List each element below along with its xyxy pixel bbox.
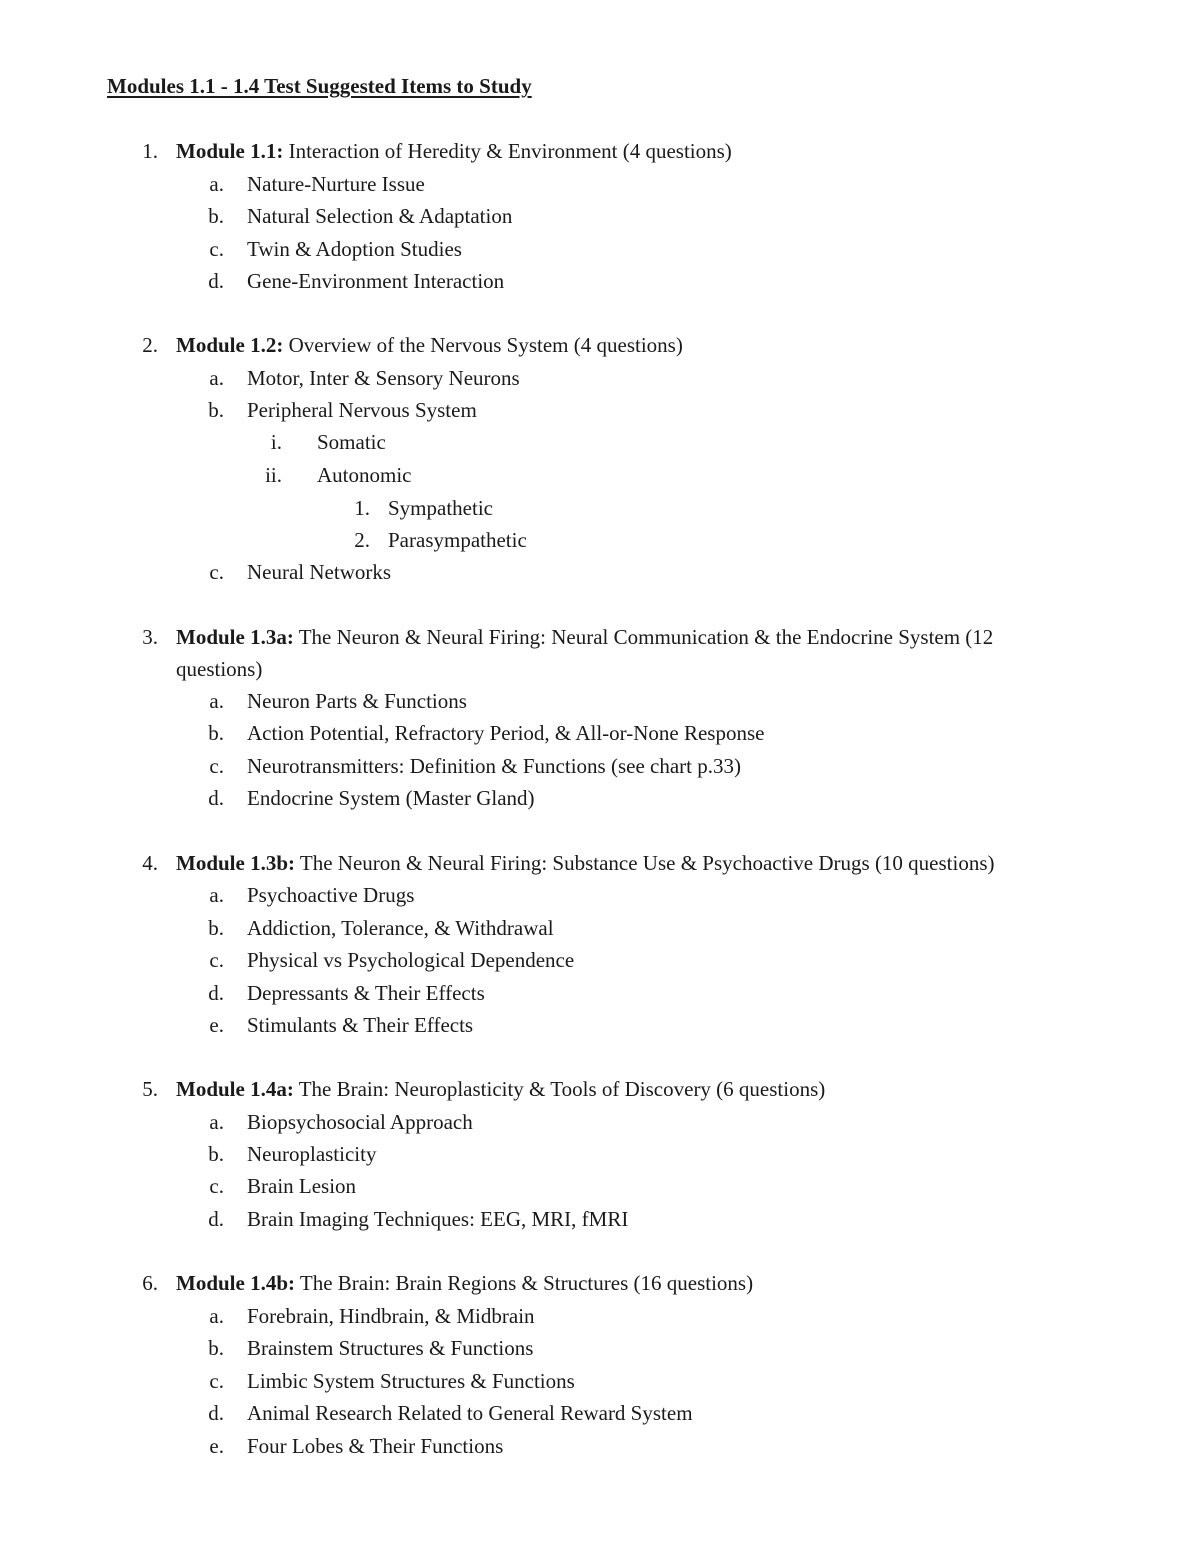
module-description: The Brain: Neuroplasticity & Tools of Discovery (6 questions) bbox=[298, 1077, 826, 1101]
list-marker: b. bbox=[208, 398, 224, 422]
list-marker: ii. bbox=[265, 463, 282, 487]
list-number: 5. bbox=[142, 1077, 158, 1101]
list-marker: b. bbox=[208, 1142, 224, 1166]
list-marker: d. bbox=[208, 269, 224, 293]
module-description-continued: questions) bbox=[176, 657, 263, 681]
list-item-text: Forebrain, Hindbrain, & Midbrain bbox=[247, 1304, 535, 1328]
list-item-text: Animal Research Related to General Reward System bbox=[247, 1401, 693, 1425]
list-marker: a. bbox=[209, 172, 224, 196]
list-item-text: Psychoactive Drugs bbox=[247, 883, 415, 907]
list-item-text: Somatic bbox=[317, 430, 386, 454]
list-marker: d. bbox=[208, 981, 224, 1005]
list-marker: d. bbox=[208, 1401, 224, 1425]
list-marker: c. bbox=[209, 948, 224, 972]
list-item-text: Brain Imaging Techniques: EEG, MRI, fMRI bbox=[247, 1207, 629, 1231]
list-item-text: Endocrine System (Master Gland) bbox=[247, 786, 535, 810]
list-marker: 2. bbox=[354, 528, 370, 552]
list-marker: a. bbox=[209, 366, 224, 390]
list-marker: e. bbox=[209, 1013, 224, 1037]
list-marker: 1. bbox=[354, 496, 370, 520]
list-marker: d. bbox=[208, 786, 224, 810]
list-item-text: Motor, Inter & Sensory Neurons bbox=[247, 366, 520, 390]
module-label: Module 1.4a: bbox=[176, 1077, 294, 1101]
list-marker: a. bbox=[209, 1110, 224, 1134]
module-description: The Neuron & Neural Firing: Neural Communication & the Endocrine System (12 bbox=[298, 625, 994, 649]
list-item-text: Neurotransmitters: Definition & Functions (see chart p.33) bbox=[247, 754, 741, 778]
module-label: Module 1.3b: bbox=[176, 851, 296, 875]
list-item-text: Parasympathetic bbox=[388, 528, 527, 552]
list-number: 6. bbox=[142, 1271, 158, 1295]
list-item-text: Neural Networks bbox=[247, 560, 392, 584]
module-label: Module 1.2: bbox=[176, 333, 284, 357]
list-marker: c. bbox=[209, 1369, 224, 1393]
list-number: 2. bbox=[142, 333, 158, 357]
list-item-text: Sympathetic bbox=[388, 496, 493, 520]
module-label: Module 1.1: bbox=[176, 139, 284, 163]
list-item-text: Stimulants & Their Effects bbox=[247, 1013, 474, 1037]
list-marker: b. bbox=[208, 916, 224, 940]
module-label: Module 1.4b: bbox=[176, 1271, 296, 1295]
list-marker: c. bbox=[209, 560, 224, 584]
list-number: 1. bbox=[142, 139, 158, 163]
list-item-text: Depressants & Their Effects bbox=[247, 981, 485, 1005]
list-marker: a. bbox=[209, 883, 224, 907]
list-item-text: Neuron Parts & Functions bbox=[247, 689, 467, 713]
list-item-text: Biopsychosocial Approach bbox=[247, 1110, 473, 1134]
list-marker: d. bbox=[208, 1207, 224, 1231]
list-item-text: Neuroplasticity bbox=[247, 1142, 377, 1166]
list-marker: i. bbox=[270, 430, 282, 454]
list-item-text: Gene-Environment Interaction bbox=[247, 269, 505, 293]
list-item-text: Peripheral Nervous System bbox=[247, 398, 477, 422]
list-item-text: Natural Selection & Adaptation bbox=[247, 204, 513, 228]
list-marker: b. bbox=[208, 721, 224, 745]
list-number: 4. bbox=[142, 851, 158, 875]
list-item-text: Brainstem Structures & Functions bbox=[247, 1336, 534, 1360]
list-marker: a. bbox=[209, 689, 224, 713]
module-description: The Brain: Brain Regions & Structures (16 questions) bbox=[299, 1271, 754, 1295]
list-number: 3. bbox=[142, 625, 158, 649]
list-item-text: Brain Lesion bbox=[247, 1174, 357, 1198]
list-item-text: Twin & Adoption Studies bbox=[247, 237, 462, 261]
module-description: Interaction of Heredity & Environment (4 questions) bbox=[288, 139, 732, 163]
list-item-text: Four Lobes & Their Functions bbox=[247, 1434, 504, 1458]
module-description: Overview of the Nervous System (4 questions) bbox=[288, 333, 683, 357]
list-item-text: Nature-Nurture Issue bbox=[247, 172, 425, 196]
list-item-text: Limbic System Structures & Functions bbox=[247, 1369, 575, 1393]
page-title: Modules 1.1 - 1.4 Test Suggested Items to Study bbox=[107, 74, 532, 98]
module-description: The Neuron & Neural Firing: Substance Use & Psychoactive Drugs (10 questions) bbox=[299, 851, 995, 875]
list-marker: c. bbox=[209, 237, 224, 261]
list-marker: b. bbox=[208, 1336, 224, 1360]
list-marker: c. bbox=[209, 1174, 224, 1198]
list-marker: a. bbox=[209, 1304, 224, 1328]
list-item-text: Autonomic bbox=[317, 463, 412, 487]
list-marker: e. bbox=[209, 1434, 224, 1458]
list-item-text: Addiction, Tolerance, & Withdrawal bbox=[247, 916, 554, 940]
list-marker: b. bbox=[208, 204, 224, 228]
module-label: Module 1.3a: bbox=[176, 625, 294, 649]
list-marker: c. bbox=[209, 754, 224, 778]
list-item-text: Physical vs Psychological Dependence bbox=[247, 948, 575, 972]
list-item-text: Action Potential, Refractory Period, & All-or-None Response bbox=[247, 721, 765, 745]
